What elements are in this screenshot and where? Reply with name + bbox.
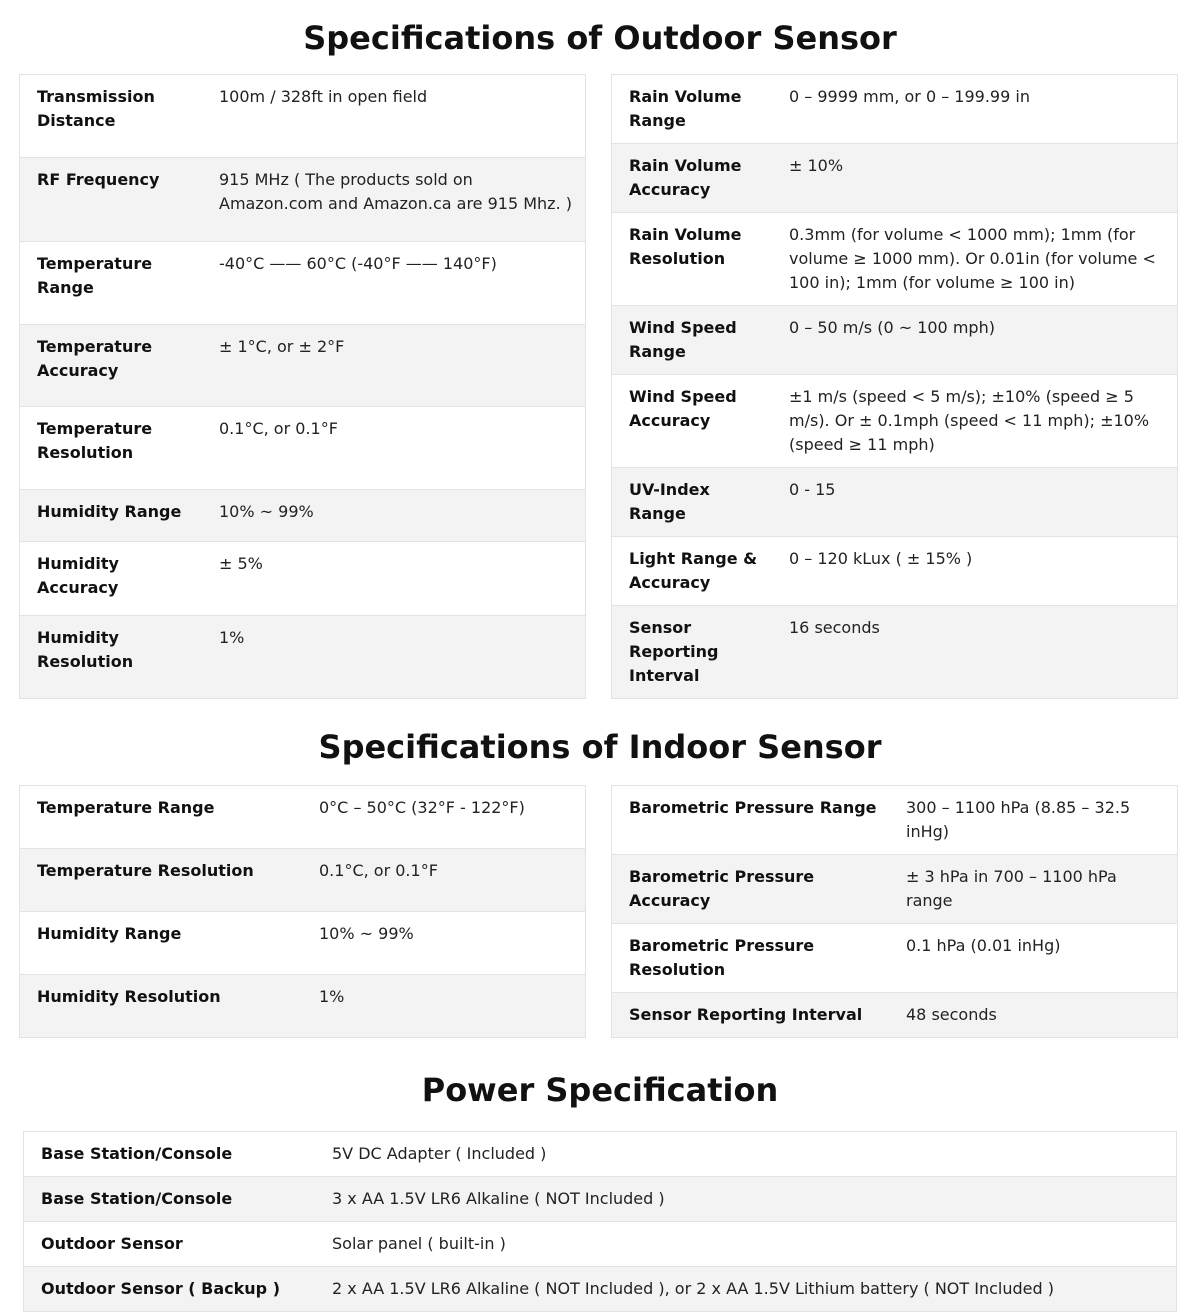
spec-label-text: Temperature Resolution: [37, 419, 153, 463]
spec-row: [20, 158, 586, 241]
spec-value-text: 0°C – 50°C (32°F - 122°F): [319, 798, 525, 817]
spec-value-text: 300 – 1100 hPa (8.85 – 32.5 inHg): [906, 798, 1131, 841]
spec-value-text: 0.1°C, or 0.1°F: [319, 861, 438, 880]
spec-value: [772, 468, 1178, 537]
spec-row: [20, 912, 586, 975]
spec-label: [20, 541, 203, 615]
spec-label: [612, 993, 890, 1038]
spec-row: [612, 855, 1178, 924]
spec-value-text: 0 - 15: [789, 480, 836, 499]
spec-label: [20, 75, 203, 158]
spec-label: [20, 615, 203, 698]
spec-row: [612, 75, 1178, 144]
spec-row: [20, 975, 586, 1038]
spec-label: [20, 324, 203, 406]
spec-label-text: Humidity Accuracy: [37, 553, 119, 597]
spec-value-text: 0 – 50 m/s (0 ~ 100 mph): [789, 318, 995, 337]
spec-value-text: 0.3mm (for volume < 1000 mm); 1mm (for volume ≥ 1000 mm). Or 0.01in (for volume < 100 in); 1mm (for volume ≥ 100 in): [789, 225, 1156, 292]
spec-label: [20, 489, 203, 541]
spec-row: [20, 849, 586, 912]
spec-value: [772, 306, 1178, 375]
spec-value: [302, 912, 586, 975]
spec-value: [889, 786, 1178, 855]
spec-label-text: Base Station/Console: [41, 1144, 233, 1163]
spec-label-text: Sensor Reporting Interval: [629, 1005, 863, 1024]
spec-row: [612, 306, 1178, 375]
spec-label-text: Base Station/Console: [41, 1189, 233, 1208]
indoor-tables: [0, 785, 1200, 1038]
spec-value: [315, 1177, 1177, 1222]
spec-value: [315, 1222, 1177, 1267]
spec-value-text: ± 5%: [219, 553, 263, 573]
spec-value: [772, 375, 1178, 468]
spec-row: [20, 786, 586, 849]
power-section-title: Power Specification: [421, 1071, 779, 1109]
spec-label: [612, 213, 773, 306]
spec-value: [315, 1267, 1177, 1312]
spec-row: [612, 606, 1178, 699]
spec-label: [612, 606, 773, 699]
spec-label: [612, 375, 773, 468]
spec-value: [202, 158, 586, 241]
spec-label: [20, 158, 203, 241]
spec-value-text: 915 MHz ( The products sold on Amazon.com and Amazon.ca are 915 Mhz. ): [219, 170, 572, 214]
spec-value-text: ±1 m/s (speed < 5 m/s); ±10% (speed ≥ 5 m/s). Or ± 0.1mph (speed < 11 mph); ±10% (speed ≥ 11 mph): [789, 387, 1150, 454]
spec-value: [302, 849, 586, 912]
spec-row: [612, 993, 1178, 1038]
spec-label-text: Light Range & Accuracy: [629, 549, 758, 592]
power-spec-table: [23, 1131, 1177, 1312]
spec-row: [24, 1222, 1177, 1267]
spec-label: [20, 786, 303, 849]
spec-value-text: 16 seconds: [789, 618, 880, 637]
outdoor-tables: [0, 74, 1200, 699]
indoor-spec-table-left: [19, 785, 586, 1038]
spec-label-text: RF Frequency: [37, 170, 160, 190]
spec-row: [24, 1132, 1177, 1177]
spec-row: [24, 1267, 1177, 1312]
spec-value-text: 1%: [319, 987, 345, 1006]
spec-label: [612, 537, 773, 606]
spec-value: [772, 75, 1178, 144]
spec-label-text: Rain Volume Accuracy: [629, 156, 742, 199]
spec-label-text: Barometric Pressure Range: [629, 798, 877, 817]
spec-row: [20, 615, 586, 698]
spec-row: [20, 75, 586, 158]
outdoor-section-title: Specifications of Outdoor Sensor: [303, 19, 897, 57]
spec-label: [612, 306, 773, 375]
spec-value: [889, 924, 1178, 993]
spec-label-text: Temperature Range: [37, 798, 215, 817]
spec-row: [24, 1177, 1177, 1222]
spec-label: [24, 1177, 316, 1222]
spec-label-text: Outdoor Sensor ( Backup ): [41, 1279, 281, 1298]
spec-value: [202, 75, 586, 158]
spec-label-text: Barometric Pressure Accuracy: [629, 867, 815, 910]
indoor-section-title: Specifications of Indoor Sensor: [318, 728, 882, 766]
spec-label: [612, 855, 890, 924]
spec-value: [302, 786, 586, 849]
spec-value: [202, 489, 586, 541]
spec-value: [202, 324, 586, 406]
spec-label-text: Rain Volume Resolution: [629, 225, 742, 268]
spec-value-text: 3 x AA 1.5V LR6 Alkaline ( NOT Included ): [332, 1189, 665, 1208]
spec-label-text: Outdoor Sensor: [41, 1234, 183, 1253]
spec-row: [20, 324, 586, 406]
spec-label: [20, 975, 303, 1038]
spec-value: [202, 615, 586, 698]
spec-value: [889, 993, 1178, 1038]
spec-label: [24, 1132, 316, 1177]
spec-value-text: ± 10%: [789, 156, 844, 175]
spec-label: [612, 786, 890, 855]
spec-row: [612, 537, 1178, 606]
spec-label: [20, 407, 203, 489]
indoor-spec-table-right: [611, 785, 1178, 1038]
spec-value: [315, 1132, 1177, 1177]
spec-label-text: Humidity Range: [37, 501, 182, 521]
spec-label: [20, 241, 203, 324]
spec-value-text: 1%: [219, 627, 245, 647]
spec-row: [612, 786, 1178, 855]
spec-label: [612, 924, 890, 993]
spec-label: [612, 468, 773, 537]
spec-row: [612, 468, 1178, 537]
spec-value-text: 2 x AA 1.5V LR6 Alkaline ( NOT Included ), or 2 x AA 1.5V Lithium battery ( NOT Included ): [332, 1279, 1054, 1298]
spec-label-text: Temperature Accuracy: [37, 336, 153, 380]
spec-value-text: Solar panel ( built-in ): [332, 1234, 506, 1253]
spec-label-text: Humidity Range: [37, 924, 182, 943]
spec-label-text: Sensor Reporting Interval: [629, 618, 719, 685]
outdoor-spec-table-right: [611, 74, 1178, 699]
spec-label-text: UV-Index Range: [629, 480, 710, 523]
spec-row: [20, 541, 586, 615]
spec-value: [202, 541, 586, 615]
spec-label: [20, 912, 303, 975]
spec-value-text: 10% ~ 99%: [319, 924, 414, 943]
spec-label: [24, 1267, 316, 1312]
spec-row: [612, 144, 1178, 213]
spec-label-text: Humidity Resolution: [37, 627, 134, 671]
spec-value-text: 10% ~ 99%: [219, 501, 314, 521]
spec-value: [772, 606, 1178, 699]
spec-value: [202, 241, 586, 324]
spec-value-text: 48 seconds: [906, 1005, 997, 1024]
spec-row: [612, 924, 1178, 993]
spec-label-text: Wind Speed Range: [629, 318, 737, 361]
spec-value: [772, 144, 1178, 213]
spec-label-text: Temperature Resolution: [37, 861, 254, 880]
spec-value-text: 100m / 328ft in open field: [219, 87, 428, 106]
spec-label: [24, 1222, 316, 1267]
spec-label-text: Humidity Resolution: [37, 987, 221, 1006]
spec-value-text: 0 – 120 kLux ( ± 15% ): [789, 549, 973, 568]
spec-value-text: 0.1 hPa (0.01 inHg): [906, 936, 1061, 955]
spec-row: [20, 489, 586, 541]
spec-value-text: 0 – 9999 mm, or 0 – 199.99 in: [789, 87, 1030, 106]
spec-label: [20, 849, 303, 912]
outdoor-spec-table-left: [19, 74, 586, 699]
spec-label: [612, 75, 773, 144]
spec-label-text: Barometric Pressure Resolution: [629, 936, 815, 979]
spec-value: [772, 537, 1178, 606]
spec-row: [20, 407, 586, 489]
power-table-wrap: [0, 1131, 1200, 1312]
spec-label: [612, 144, 773, 213]
spec-value: [302, 975, 586, 1038]
spec-label-text: Wind Speed Accuracy: [629, 387, 737, 430]
spec-value: [889, 855, 1178, 924]
spec-row: [612, 375, 1178, 468]
spec-value-text: ± 1°C, or ± 2°F: [219, 336, 345, 356]
spec-label-text: Rain Volume Range: [629, 87, 742, 130]
spec-value-text: -40°C —— 60°C (-40°F —— 140°F): [219, 253, 497, 273]
spec-value-text: 5V DC Adapter ( Included ): [332, 1144, 547, 1163]
spec-value: [772, 213, 1178, 306]
spec-label-text: Temperature Range: [37, 253, 153, 297]
spec-label-text: Transmission Distance: [37, 87, 155, 130]
spec-value-text: ± 3 hPa in 700 – 1100 hPa range: [906, 867, 1117, 910]
spec-row: [612, 213, 1178, 306]
spec-value: [202, 407, 586, 489]
spec-value-text: 0.1°C, or 0.1°F: [219, 419, 338, 439]
spec-row: [20, 241, 586, 324]
